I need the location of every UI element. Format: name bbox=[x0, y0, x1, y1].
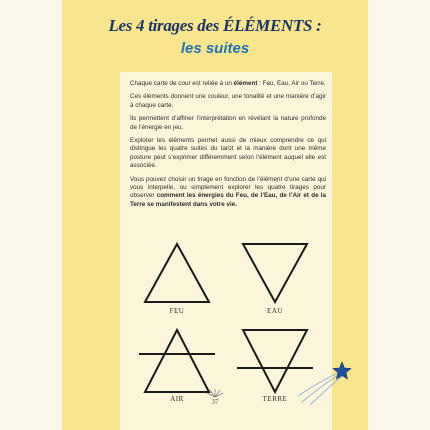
shooting-star-icon bbox=[296, 360, 352, 406]
sunburst-icon bbox=[205, 388, 225, 398]
paragraph-5-text: Vous pouvez choisir un tirage en fonction de l’élément d’une carte qui vous interpelle, ou simplement explorer les quatre tirages pour observer bbox=[130, 175, 326, 200]
page-subtitle: les suites bbox=[180, 40, 250, 57]
water-label: EAU bbox=[267, 307, 283, 315]
earth-label: TERRE bbox=[262, 395, 288, 403]
paragraph-3: Ils permettent d’affiner l’interprétation en révélant la nature profonde de l’énergie en jeu. bbox=[130, 115, 326, 131]
fire-label: FEU bbox=[169, 307, 185, 315]
paragraph-1-end: : Feu, Eau, Air ou Terre. bbox=[257, 80, 326, 87]
page-title: Les 4 tirages des ÉLÉMENTS : bbox=[108, 16, 322, 35]
fire-triangle-icon bbox=[143, 242, 211, 304]
paragraph-5 bbox=[130, 176, 326, 210]
paragraph-5-bold: comment les énergies du Feu, de l’Eau, de l’Air et de la Terre se manifestent dans votre vie. bbox=[130, 192, 327, 208]
paragraph-4: Explorer les éléments permet aussi de mieux comprendre ce qui distingue les quatre suites du tarot et la manière dont une même posture peut s’exprimer différemment selon l’élément auquel elle est associée. bbox=[130, 137, 326, 170]
air-triangle-icon bbox=[139, 328, 215, 394]
paragraph-1 bbox=[130, 80, 326, 88]
paragraph-1-bold: élément bbox=[233, 80, 258, 87]
paragraph-1-text: Chaque carte de cour est reliée à un bbox=[130, 80, 234, 87]
paragraph-2: Ces éléments donnent une couleur, une tonalité et une manière d’agir à chaque carte. bbox=[130, 93, 326, 109]
page-number: 37 bbox=[211, 398, 219, 406]
air-label: AIR bbox=[170, 395, 184, 403]
body-text bbox=[130, 80, 326, 214]
water-triangle-icon bbox=[241, 242, 309, 304]
